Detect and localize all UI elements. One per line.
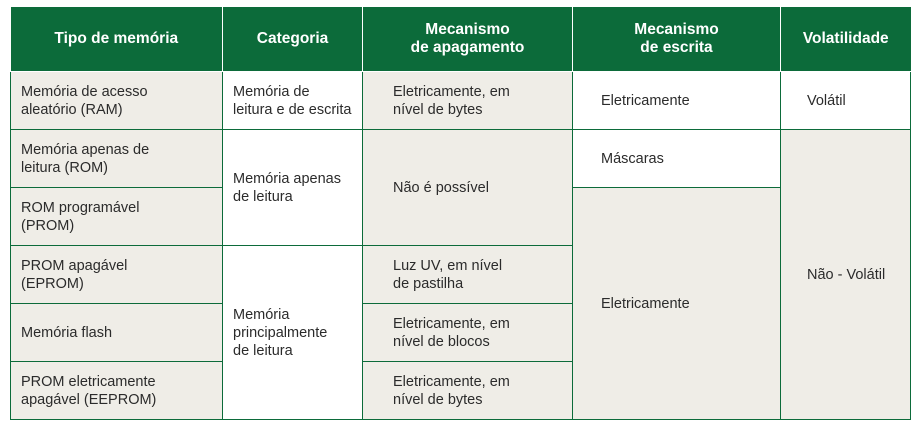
header-apagamento: Mecanismo de apagamento [363,7,573,72]
cell-apagamento: Eletricamente, em nível de bytes [363,362,573,420]
cell-tipo: Memória flash [11,304,223,362]
cell-tipo: Memória apenas de leitura (ROM) [11,130,223,188]
cell-categoria: Memória principalmente de leitura [223,246,363,420]
cell-tipo: PROM apagável (EPROM) [11,246,223,304]
cell-categoria: Memória apenas de leitura [223,130,363,246]
cell-categoria: Memória de leitura e de escrita [223,72,363,130]
cell-escrita: Eletricamente [573,188,781,420]
cell-apagamento: Eletricamente, em nível de bytes [363,72,573,130]
cell-apagamento: Luz UV, em nível de pastilha [363,246,573,304]
cell-escrita: Máscaras [573,130,781,188]
cell-escrita: Eletricamente [573,72,781,130]
table-row [11,72,911,130]
header-tipo: Tipo de memória [11,7,223,72]
cell-apagamento: Eletricamente, em nível de blocos [363,304,573,362]
header-escrita: Mecanismo de escrita [573,7,781,72]
cell-tipo: ROM programável (PROM) [11,188,223,246]
memory-types-table [10,7,911,420]
cell-volatilidade: Volátil [781,72,911,130]
cell-volatilidade: Não - Volátil [781,130,911,420]
header-row [11,7,911,72]
cell-tipo: PROM eletricamente apagável (EEPROM) [11,362,223,420]
cell-apagamento: Não é possível [363,130,573,246]
table-row [11,130,911,188]
cell-tipo: Memória de acesso aleatório (RAM) [11,72,223,130]
header-volatilidade: Volatilidade [781,7,911,72]
header-categoria: Categoria [223,7,363,72]
